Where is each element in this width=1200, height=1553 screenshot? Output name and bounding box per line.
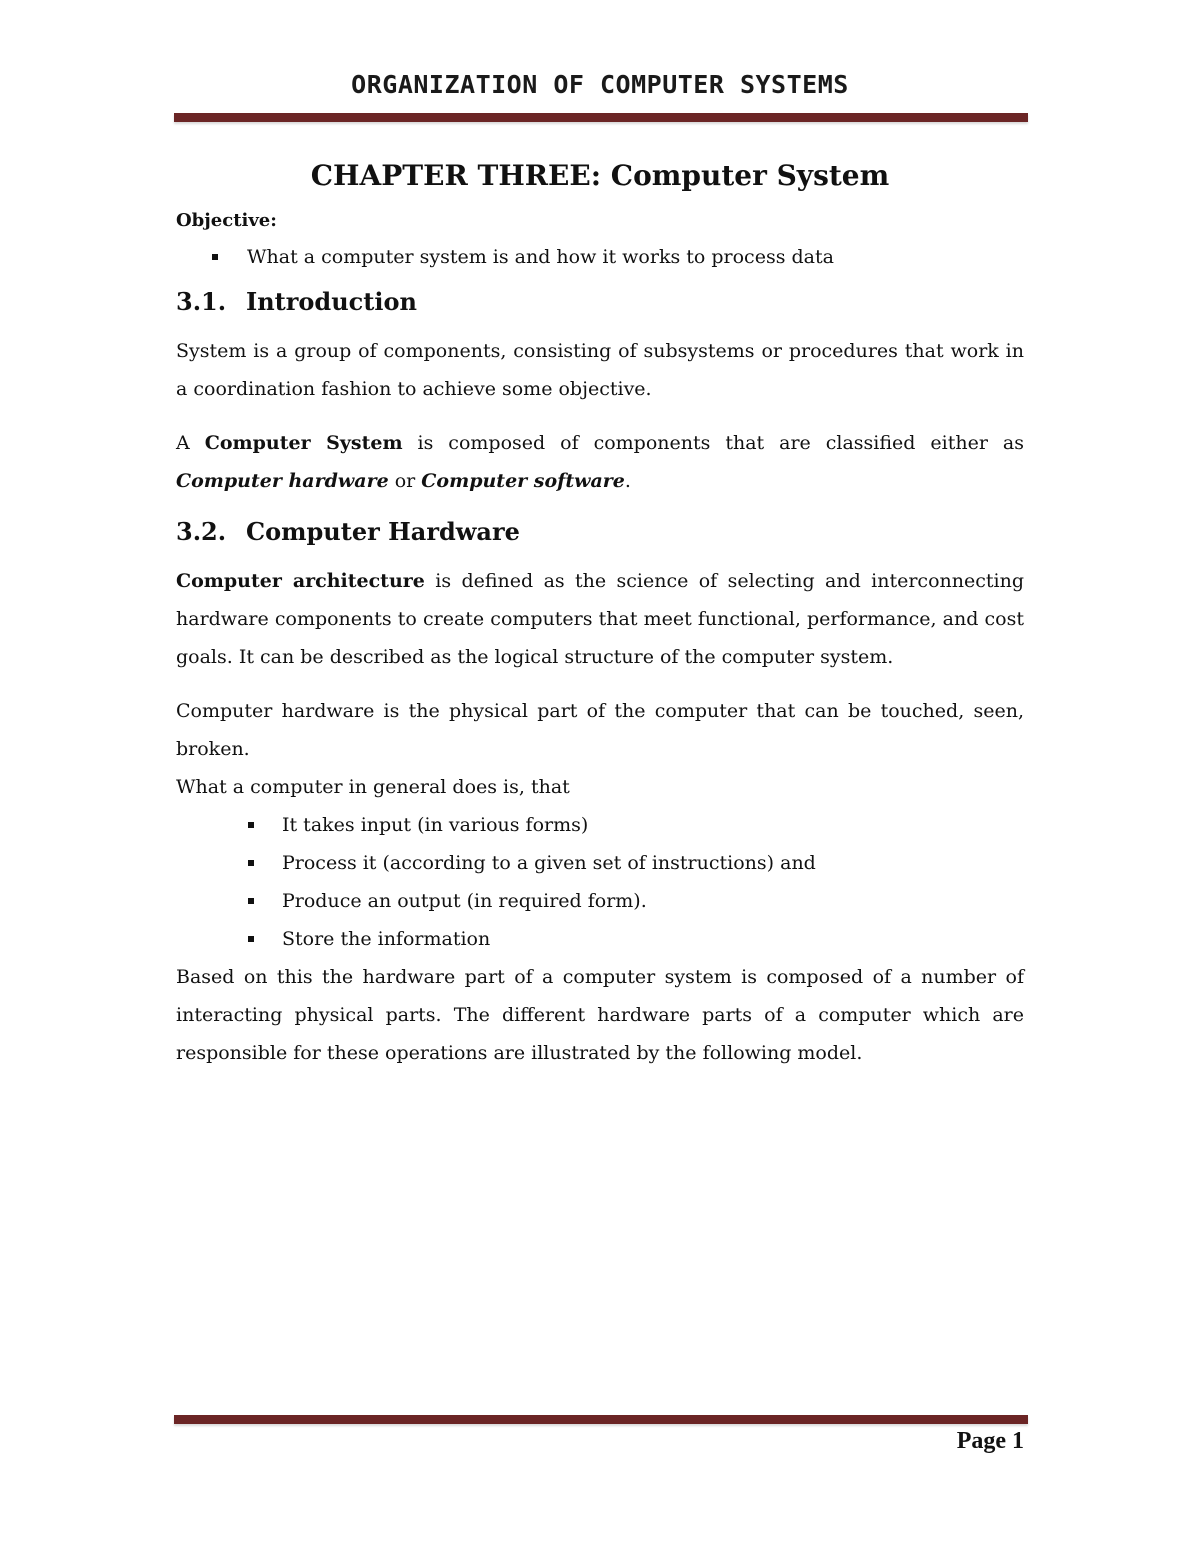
header-rule [174, 113, 1028, 122]
paragraph [176, 424, 1024, 500]
section-number: 3.1. [176, 287, 227, 316]
section-heading-computer-hardware [176, 516, 1024, 548]
list-item: Store the information [176, 920, 1024, 958]
text-run: is defined as the science of selecting and interconnecting hardware components to create computers that meet functional, performance, and cost goals. It can be described as the logical structure of the computer system. [176, 570, 1024, 668]
list-item: It takes input (in various forms) [176, 806, 1024, 844]
running-header: ORGANIZATION OF COMPUTER SYSTEMS [351, 70, 849, 99]
text-run: or [388, 470, 422, 492]
text-run: is composed of components that are classified either as [402, 432, 1024, 454]
objective-colon: : [270, 210, 277, 231]
objective-label: Objective [176, 210, 271, 231]
section-heading-introduction [176, 286, 1024, 318]
list-item: Produce an output (in required form). [176, 882, 1024, 920]
paragraph [176, 562, 1024, 676]
footer-rule [174, 1415, 1028, 1424]
operations-list [176, 806, 1024, 958]
paragraph: Computer hardware is the physical part of the computer that can be touched, seen, broken. [176, 700, 1024, 760]
section-title: Computer Hardware [246, 517, 520, 546]
list-item: Process it (according to a given set of instructions) and [176, 844, 1024, 882]
paragraph: Based on this the hardware part of a computer system is composed of a number of interacting physical parts. The different hardware parts of a computer which are responsible for these operations are illustrated by the following model. [176, 966, 1024, 1064]
section-number: 3.2. [176, 517, 227, 546]
objective-list [176, 238, 1024, 276]
page-number: Page 1 [956, 1428, 1024, 1454]
section-title: Introduction [246, 287, 417, 316]
text-run: A [176, 432, 205, 454]
list-item: What a computer system is and how it works to process data [176, 238, 1024, 276]
term-computer-system: Computer System [204, 432, 403, 454]
term-computer-architecture: Computer architecture [176, 570, 425, 592]
chapter-title: CHAPTER THREE: Computer System [310, 159, 890, 192]
term-computer-software: Computer software [421, 470, 625, 492]
objective-heading [176, 204, 1024, 238]
term-computer-hardware: Computer hardware [176, 470, 389, 492]
text-run: . [624, 470, 631, 492]
paragraph: What a computer in general does is, that [176, 776, 570, 798]
page-content [176, 150, 1024, 1088]
paragraph: System is a group of components, consisting of subsystems or procedures that work in a coordination fashion to achieve some objective. [176, 340, 1024, 400]
